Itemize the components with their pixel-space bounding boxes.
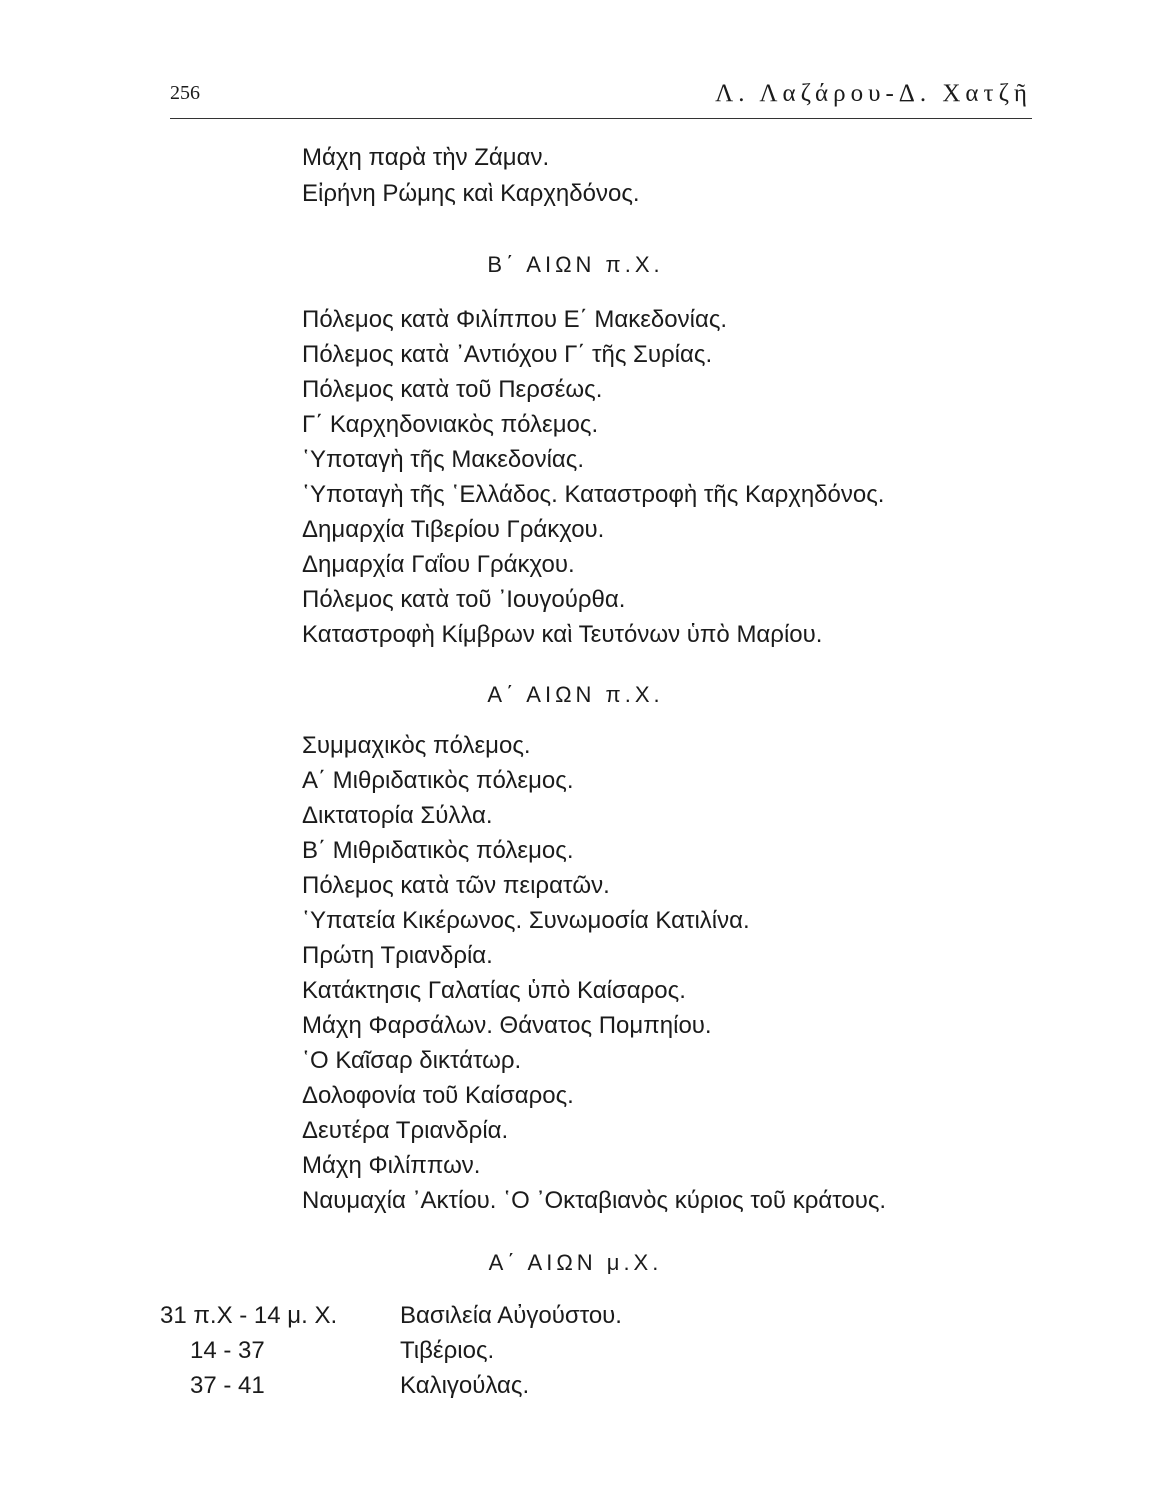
entry-event: Β΄ Μιθριδατικὸς πόλεμος.	[302, 837, 574, 864]
entry-event: Καταστροφὴ Κίμβρων καὶ Τευτόνων ὑπὸ Μαρίου.	[302, 621, 823, 648]
entry-event: Πόλεμος κατὰ τοῦ Περσέως.	[302, 376, 603, 403]
entry-years: 31 π.Χ - 14 μ. Χ.	[160, 1302, 338, 1329]
section-title: Α΄ ΑΙΩΝ μ.Χ.	[488, 1250, 663, 1275]
entry-event: ῾Υποταγὴ τῆς Μακεδονίας.	[302, 446, 585, 473]
entry-years: 37 - 41	[190, 1372, 265, 1399]
entry-event: Μάχη παρὰ τὴν Ζάμαν.	[302, 144, 550, 171]
entry-event: Ναυμαχία ᾿Ακτίου. ῾Ο ᾿Οκταβιανὸς κύριος τοῦ κράτους.	[302, 1187, 887, 1214]
entry-event: Πόλεμος κατὰ Φιλίππου Ε΄ Μακεδονίας.	[302, 306, 728, 333]
entry-event: Γ΄ Καρχηδονιακὸς πόλεμος.	[302, 411, 599, 438]
entry-event: Πόλεμος κατὰ τῶν πειρατῶν.	[302, 872, 610, 899]
entry-event: ῾Ο Καῖσαρ δικτάτωρ.	[302, 1047, 522, 1074]
entry-event: Καλιγούλας.	[400, 1372, 530, 1399]
entry-years: 14 - 37	[190, 1337, 265, 1364]
entry-event: Τιβέριος.	[400, 1337, 495, 1364]
entry-event: Κατάκτησις Γαλατίας ὑπὸ Καίσαρος.	[302, 977, 686, 1004]
entry-event: Δημαρχία Τιβερίου Γράκχου.	[302, 516, 605, 543]
entry-event: Πρώτη Τριανδρία.	[302, 942, 493, 969]
entry-event: Μάχη Φιλίππων.	[302, 1152, 481, 1179]
entry-event: Πόλεμος κατὰ τοῦ ᾿Ιουγούρθα.	[302, 586, 626, 613]
page-header	[170, 78, 1032, 119]
entry-event: Πόλεμος κατὰ ᾿Αντιόχου Γ΄ τῆς Συρίας.	[302, 341, 713, 368]
entry-event: Δευτέρα Τριανδρία.	[302, 1117, 509, 1144]
section-title: Β΄ ΑΙΩΝ π.Χ.	[487, 252, 664, 277]
entry-event: ῾Υποταγὴ τῆς ῾Ελλάδος. Καταστροφὴ τῆς Καρχηδόνος.	[302, 481, 885, 508]
entry-event: Μάχη Φαρσάλων. Θάνατος Πομπηίου.	[302, 1012, 712, 1039]
entry-event: Α΄ Μιθριδατικὸς πόλεμος.	[302, 767, 574, 794]
entry-event: Συμμαχικὸς πόλεμος.	[302, 732, 531, 759]
entry-event: Εἰρήνη Ρώμης καὶ Καρχηδόνος.	[302, 180, 640, 207]
entry-event: Δολοφονία τοῦ Καίσαρος.	[302, 1082, 574, 1109]
entry-event: Δικτατορία Σύλλα.	[302, 802, 493, 829]
running-title: Λ. Λαζάρου-Δ. Χατζῆ	[715, 80, 1032, 107]
page-number: 256	[170, 82, 200, 104]
entry-event: Βασιλεία Αὐγούστου.	[400, 1302, 622, 1329]
entry-event: Δημαρχία Γαΐου Γράκχου.	[302, 551, 575, 578]
section-title: Α΄ ΑΙΩΝ π.Χ.	[487, 682, 664, 707]
entry-event: ῾Υπατεία Κικέρωνος. Συνωμοσία Κατιλίνα.	[302, 907, 750, 934]
